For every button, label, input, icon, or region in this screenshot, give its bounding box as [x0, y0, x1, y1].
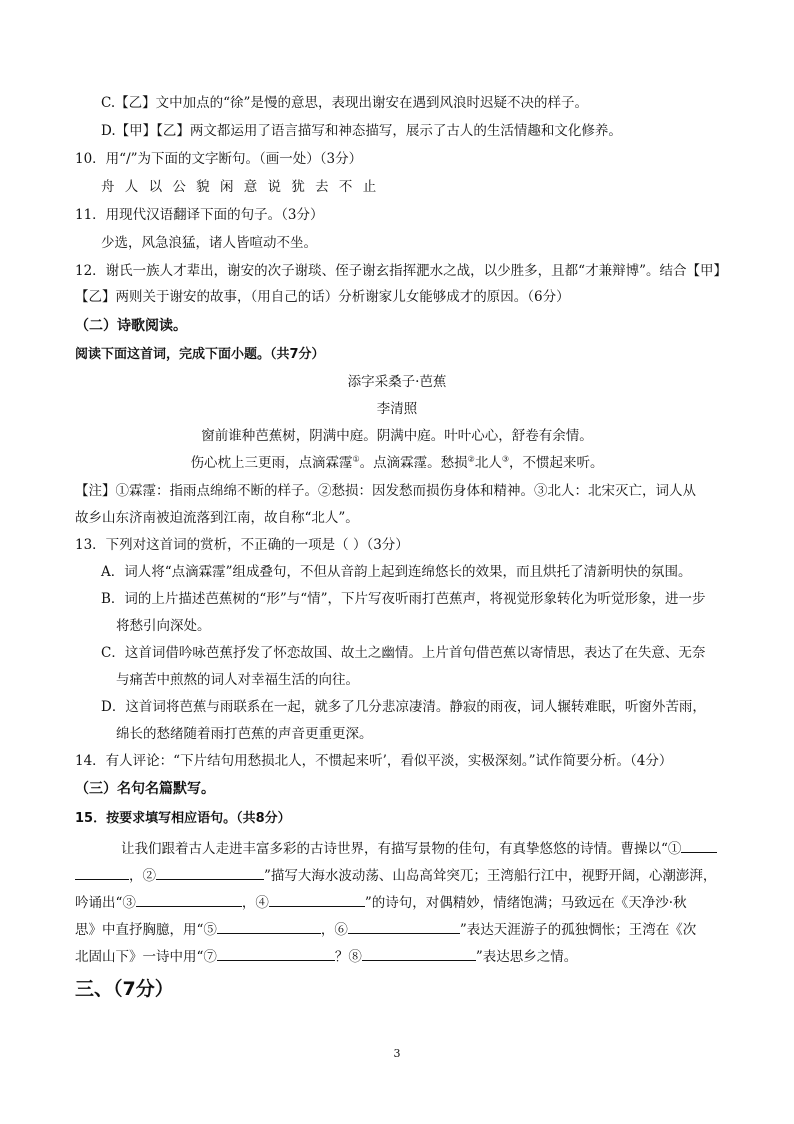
- poem-line-2: [0, 453, 794, 473]
- poem-line-2-part-b: 。点滴霖霪。愁损: [359, 455, 468, 471]
- blank-8[interactable]: [362, 946, 476, 961]
- recitation-text: 思》中直抒胸臆，用“⑤: [75, 922, 217, 938]
- recitation-line2: [75, 865, 716, 886]
- recitation-text: ”表达思乡之情。: [475, 949, 578, 965]
- recitation-text: 吟诵出“③: [75, 895, 136, 911]
- poem-notes-line1: 【注】①霖霪：指雨点绵绵不断的样子。②愁损：因发愁而损伤身体和精神。③北人：北宋灭亡，词人从: [75, 483, 696, 499]
- blank-1a[interactable]: [681, 838, 717, 853]
- recitation-text: ，⑥: [320, 922, 348, 938]
- recitation-text: ，②: [129, 868, 156, 884]
- section-poetry-heading: （二）诗歌阅读。: [75, 318, 187, 334]
- question-10: 10．用“/”为下面的文字断句。（画一处）（3分）: [75, 151, 363, 167]
- question-11: 11．用现代汉语翻译下面的句子。（3分）: [75, 207, 324, 223]
- section-recitation-heading: （三）名句名篇默写。: [75, 781, 215, 797]
- part-three-heading: 三、（7分）: [75, 978, 174, 1000]
- poem-author: 李清照: [376, 401, 418, 417]
- blank-3[interactable]: [136, 892, 242, 907]
- blank-2[interactable]: [156, 865, 264, 880]
- footnote-marker-3: ③: [501, 454, 509, 464]
- poetry-instruction: 阅读下面这首词，完成下面小题。（共7分）: [75, 347, 325, 362]
- recitation-line1: [121, 838, 717, 859]
- poem-line-1: 窗前谁种芭蕉树，阴满中庭。阴满中庭。叶叶心心，舒卷有余情。: [201, 428, 593, 444]
- poem-notes-line2: 故乡山东济南被迫流落到江南，故自称“北人”。: [75, 510, 359, 526]
- footnote-marker-1: ①: [352, 454, 360, 464]
- recitation-text: ”的诗句，对偶精妙，情绪饱满；马致远在《天净沙·秋: [364, 895, 687, 911]
- question-13: 13．下列对这首词的赏析，不正确的一项是（ ）（3分）: [75, 537, 409, 553]
- recitation-line4: [75, 919, 696, 940]
- blank-6[interactable]: [348, 919, 460, 934]
- option-c-q13-line1: C．这首词借吟咏芭蕉抒发了怀恋故国、故土之幽情。上片首句借芭蕉以寄情思，表达了在失意、无奈: [101, 645, 706, 661]
- page-number: 3: [393, 1047, 401, 1060]
- recitation-text: 让我们跟着古人走进丰富多彩的古诗世界，有描写景物的佳句，有真挚悠悠的诗情。曹操以“①: [121, 841, 682, 857]
- recitation-text: ”描写大海水波动荡、山岛高耸突兀；王湾船行江中，视野开阔，心潮澎湃，: [264, 868, 717, 884]
- question-10-text: 舟 人 以 公 貌 闲 意 说 犹 去 不 止: [101, 179, 380, 195]
- question-12-line2: 【乙】两则关于谢安的故事，（用自己的话）分析谢家儿女能够成才的原因。（6分）: [75, 289, 570, 305]
- option-a-q13: A．词人将“点滴霖霪”组成叠句，不但从音韵上起到连绵悠长的效果，而且烘托了清新明快的氛围。: [101, 564, 692, 580]
- recitation-text: 北固山下》一诗中用“⑦: [75, 949, 217, 965]
- option-d-q13-line1: D．这首词将芭蕉与雨联系在一起，就多了几分悲凉凄清。静寂的雨夜，词人辗转难眠，听窗外苦雨，: [101, 699, 706, 715]
- option-d-q13-line2: 绵长的愁绪随着雨打芭蕉的声音更重更深。: [116, 726, 373, 742]
- poem-title: 添字采桑子·芭蕉: [347, 374, 447, 390]
- option-c-q13-line2: 与痛苦中煎熬的词人对幸福生活的向往。: [116, 672, 359, 688]
- recitation-line5: [75, 946, 577, 967]
- question-14: 14．有人评论：“下片结句用愁损北人，不惯起来听’，看似平淡，实极深刻。”试作简要分析。（4分）: [75, 753, 673, 769]
- option-b-q13-line2: 将愁引向深处。: [116, 618, 211, 634]
- poem-line-2-part-d: ，不惯起来听。: [509, 455, 604, 471]
- blank-5[interactable]: [217, 919, 321, 934]
- recitation-text: ？⑧: [334, 949, 362, 965]
- option-b-q13-line1: B．词的上片描述芭蕉树的“形”与“情”，下片写夜听雨打芭蕉声，将视觉形象转化为听觉形象，进一步: [101, 591, 706, 607]
- option-d-q9: D.【甲】【乙】两文都运用了语言描写和神态描写，展示了古人的生活情趣和文化修养。: [101, 123, 622, 139]
- question-15: 15．按要求填写相应语句。（共8分）: [75, 811, 291, 826]
- poem-line-2-part-c: 北人: [474, 455, 502, 471]
- blank-1b[interactable]: [75, 865, 129, 880]
- option-c-q9: C.【乙】文中加点的“徐”是慢的意思，表现出谢安在遇到风浪时迟疑不决的样子。: [101, 95, 588, 111]
- recitation-text: ，④: [241, 895, 269, 911]
- recitation-line3: [75, 892, 687, 913]
- blank-4[interactable]: [269, 892, 365, 907]
- question-12-line1: 12．谢氏一族人才辈出，谢安的次子谢琰、侄子谢玄指挥淝水之战，以少胜多，且都“才兼辩博”。结合【甲】: [75, 263, 727, 279]
- recitation-text: ”表达天涯游子的孤独惆怅；王湾在《次: [459, 922, 697, 938]
- footnote-marker-2: ②: [467, 454, 475, 464]
- question-11-sentence: 少选，风急浪猛，诸人皆喧动不坐。: [101, 235, 317, 251]
- blank-7[interactable]: [217, 946, 335, 961]
- poem-line-2-part-a: 伤心枕上三更雨，点滴霖霪: [190, 455, 353, 471]
